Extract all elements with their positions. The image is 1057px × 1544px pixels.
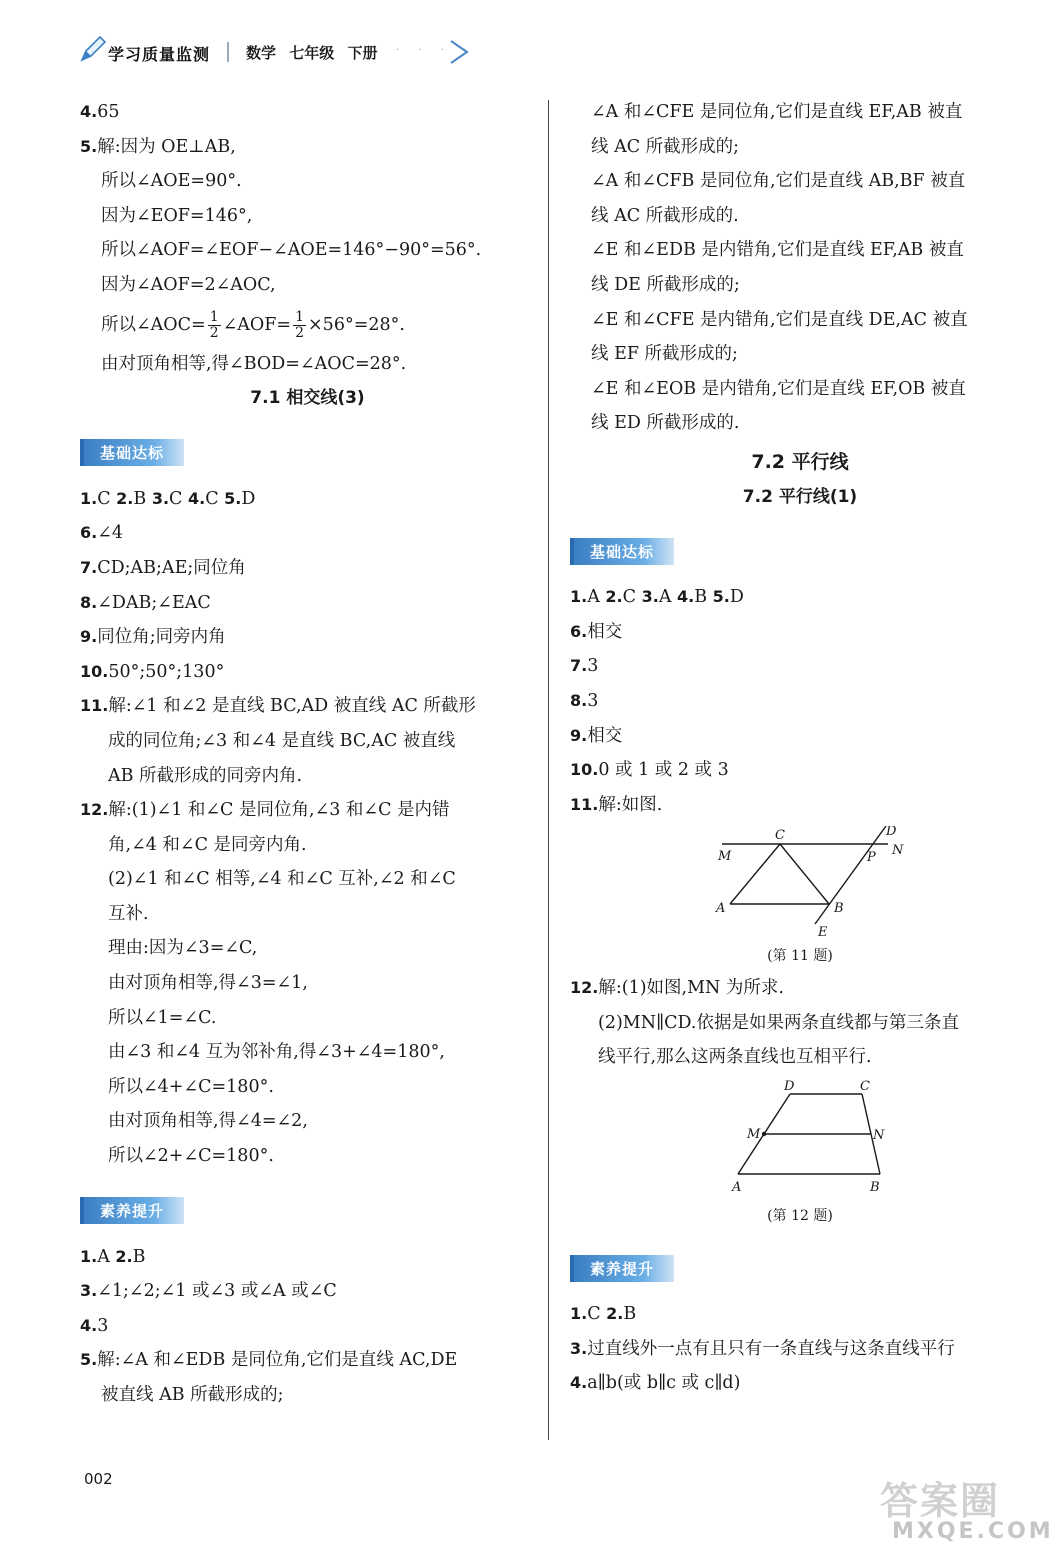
answer-line: 线 EF 所截形成的; — [591, 344, 738, 365]
answer-line: 线 DE 所截形成的; — [591, 274, 740, 295]
answer-line: (2)MN∥CD.依据是如果两条直线都与第三条直 — [598, 1012, 959, 1033]
chapter-title: 7.2 平行线 — [751, 450, 849, 473]
page-number: 002 — [84, 1470, 113, 1488]
answer-line: 4.65 — [80, 102, 120, 122]
mc-answers: 1.A 2.C 3.A 4.B 5.D — [570, 587, 744, 608]
mc-answers: 1.C 2.B 3.C 4.C 5.D — [80, 488, 256, 509]
answer-line: 6.相交 — [570, 621, 623, 642]
answer-line: 4.a∥b(或 b∥c 或 c∥d) — [570, 1373, 741, 1394]
header-dots: . . . . — [396, 42, 475, 53]
answer-line: ∠A 和∠CFE 是同位角,它们是直线 EF,AB 被直 — [591, 102, 963, 122]
running-header — [74, 30, 494, 74]
label-M: M — [718, 849, 732, 865]
label-D: D — [886, 826, 897, 840]
mc-answers: 1.C 2.B — [570, 1304, 637, 1325]
answer-line: 10.0 或 1 或 2 或 3 — [570, 760, 729, 781]
answer-line: 11.解:∠1 和∠2 是直线 BC,AD 被直线 AC 所截形 — [80, 696, 476, 717]
label-N: N — [892, 843, 904, 859]
answer-line: 6.∠4 — [80, 523, 124, 544]
section-badge-advanced: 素养提升 — [80, 1197, 184, 1224]
figure-11-caption: (第 11 题) — [767, 948, 833, 965]
answer-line: ∠A 和∠CFB 是同位角,它们是直线 AB,BF 被直 — [591, 171, 966, 192]
label-A: A — [732, 1180, 742, 1196]
label-M: M — [747, 1127, 761, 1143]
answer-line: 被直线 AB 所截形成的; — [101, 1385, 284, 1405]
answer-line: 由对顶角相等,得∠3=∠1, — [108, 973, 308, 994]
section-badge-basic: 基础达标 — [570, 538, 674, 565]
segment-CB — [780, 844, 829, 904]
answer-line: 因为∠EOF=146°, — [101, 205, 253, 226]
label-A: A — [716, 901, 726, 917]
answer-line: 3.过直线外一点有且只有一条直线与这条直线平行 — [570, 1338, 955, 1359]
right-column — [570, 95, 1030, 1401]
figure-12-diagram — [570, 1079, 1030, 1201]
answer-line: 由对顶角相等,得∠BOD=∠AOC=28°. — [101, 353, 407, 374]
label-N: N — [873, 1128, 885, 1144]
header-divider — [227, 42, 229, 62]
answer-line: 9.相交 — [570, 725, 623, 746]
label-B: B — [834, 901, 844, 917]
answer-line: 所以∠AOF=∠EOF−∠AOE=146°−90°=56°. — [101, 240, 482, 261]
answer-line: 8.3 — [570, 690, 599, 711]
answer-line: 4.3 — [80, 1315, 109, 1336]
section-title: 7.2 平行线(1) — [742, 486, 858, 507]
answer-line: 所以∠1=∠C. — [108, 1007, 217, 1028]
answer-line: 线 ED 所截形成的. — [591, 413, 740, 434]
label-P: P — [867, 850, 876, 866]
answer-line: 角,∠4 和∠C 是同旁内角. — [108, 834, 307, 855]
figure-12-caption: (第 12 题) — [767, 1208, 833, 1225]
fraction: $\frac{1}{2}$ — [295, 308, 305, 341]
answer-line: 12.解:(1)∠1 和∠C 是同位角,∠3 和∠C 是内错 — [80, 800, 450, 821]
header-title: 学习质量监测 — [108, 45, 211, 64]
left-column — [80, 95, 535, 1413]
answer-line-fraction: 所以∠AOC= $\frac{1}{2}$ ∠AOF= $\frac{1}{2}$ ×56°=28°. — [101, 308, 405, 341]
line-DE — [815, 826, 886, 924]
label-C: C — [860, 1079, 870, 1095]
figure-11-diagram — [570, 826, 1030, 941]
answer-line: 所以∠4+∠C=180°. — [108, 1076, 274, 1097]
answer-line: 互补. — [108, 903, 149, 924]
answer-line: ∠E 和∠EDB 是内错角,它们是直线 EF,AB 被直 — [591, 240, 964, 261]
label-B: B — [870, 1180, 880, 1196]
chevron-right-icon — [446, 38, 472, 66]
section-badge-basic: 基础达标 — [80, 439, 184, 466]
mc-answers: 1.A 2.B — [80, 1246, 146, 1267]
answer-line: 线平行,那么这两条直线也互相平行. — [598, 1047, 872, 1068]
label-E: E — [818, 925, 828, 941]
answer-line: 理由:因为∠3=∠C, — [108, 938, 258, 959]
fraction: $\frac{1}{2}$ — [209, 308, 219, 341]
answer-line: 3.∠1;∠2;∠1 或∠3 或∠A 或∠C — [80, 1281, 337, 1302]
answer-line: 7.CD;AB;AE;同位角 — [80, 557, 246, 578]
answer-line: 所以∠2+∠C=180°. — [108, 1146, 274, 1167]
answer-line: 11.解:如图. — [570, 794, 663, 815]
segment-AC — [730, 844, 780, 904]
label-D: D — [784, 1079, 795, 1095]
answer-line: (2)∠1 和∠C 相等,∠4 和∠C 互补,∠2 和∠C — [108, 869, 456, 890]
figure-12 — [570, 1079, 1030, 1225]
header-subject: 数学 七年级 下册 — [246, 44, 378, 62]
watermark-logo — [880, 1470, 1054, 1544]
answer-line: 8.∠DAB;∠EAC — [80, 592, 211, 613]
answer-line: 线 AC 所截形成的; — [591, 136, 740, 157]
figure-11 — [570, 826, 1030, 965]
watermark-domain: MXQE.COM — [892, 1519, 1054, 1544]
answer-line: 线 AC 所截形成的. — [591, 205, 739, 226]
answer-line: AB 所截形成的同旁内角. — [108, 765, 303, 786]
answer-line: 因为∠AOF=2∠AOC, — [101, 274, 276, 295]
answer-line: 12.解:(1)如图,MN 为所求. — [570, 978, 784, 999]
answer-line: 7.3 — [570, 656, 599, 677]
column-divider — [548, 100, 549, 1440]
answer-line: 5.解:因为 OE⊥AB, — [80, 136, 236, 157]
answer-line: 9.同位角;同旁内角 — [80, 627, 226, 648]
answer-line: ∠E 和∠EOB 是内错角,它们是直线 EF,OB 被直 — [591, 378, 966, 399]
answer-line: 成的同位角;∠3 和∠4 是直线 BC,AC 被直线 — [108, 730, 456, 751]
watermark-text: 答案圈 — [880, 1479, 1001, 1523]
section-badge-advanced: 素养提升 — [570, 1255, 674, 1282]
answer-line: ∠E 和∠CFE 是内错角,它们是直线 DE,AC 被直 — [591, 309, 968, 330]
answer-line: 10.50°;50°;130° — [80, 661, 225, 682]
pencil-icon — [78, 34, 108, 64]
label-C: C — [775, 828, 785, 844]
answer-line: 由∠3 和∠4 互为邻补角,得∠3+∠4=180°, — [108, 1042, 445, 1063]
answer-line: 5.解:∠A 和∠EDB 是同位角,它们是直线 AC,DE — [80, 1350, 458, 1371]
point-M — [762, 1132, 766, 1136]
answer-line: 由对顶角相等,得∠4=∠2, — [108, 1111, 308, 1132]
answer-line: 所以∠AOE=90°. — [101, 171, 242, 192]
section-title: 7.1 相交线(3) — [250, 388, 365, 409]
